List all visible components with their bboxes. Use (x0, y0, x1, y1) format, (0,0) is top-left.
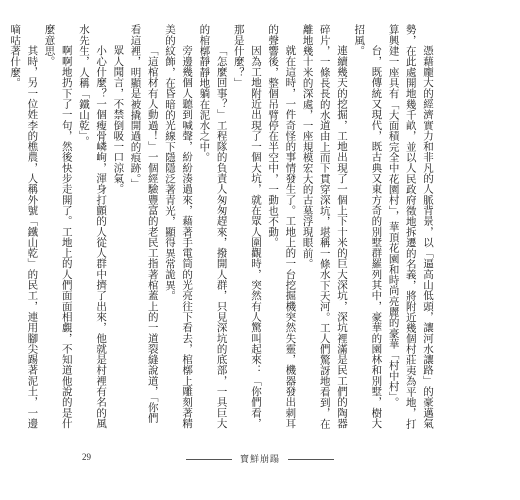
paragraph: 連續幾天的挖掘，工地出現了一個上下十米的巨大深坑，深坑裡滿是民工們的陶器碎片，一條長長的水道由上而下貫穿深坑，堪稱一條水下天河。工人們驚訝地看到，在離地幾十米的深處，一座規模宏大的古墓浮現眼前。 (301, 24, 348, 429)
paragraph: 憑藉龐大的經濟實力和非凡的人脈背景，以「逼高山低頭，讓河水讓路」的豪邁氣勢，在此處開地幾千畝，並以人民政府徵地拆遷的名義，將附近幾個村莊夷為平地，打算興建一座具有「大面積完全中花園村」，華頂花園和時尚亮麗的豪華「村中村」。 (387, 24, 434, 429)
paragraph: 台，既傳統又現代，既古典又東方奇的別墅群羅列其中，豪華的園林和別墅，樹大招風。 (353, 24, 383, 429)
running-title-text: 寶鮮崩蹋 (239, 454, 280, 464)
body-text (9, 24, 436, 432)
page-number: 29 (82, 452, 91, 462)
running-title (0, 452, 520, 465)
paragraph: 因為工地附近出現了一個大坑，就在眾人圍觀時，突然有人驚叫起來：「你們看，那是什麼？」 (232, 24, 262, 429)
page-footer (0, 452, 520, 466)
paragraph: 啊啊地扔下了一句，然後快步走開了。工地上的人們面面相覷，不知道他說的是什麼意思。 (43, 24, 73, 429)
paragraph: 就在這時，一件奇怪的事情發生了。工地上的一台挖掘機突然失靈，機器發出刺耳的聲響後，整個吊臂停在半空中，一動也不動。 (267, 24, 297, 429)
paragraph: 其時，另一位姓李的樵農，人稱外號「鐵山乾」的民工，連用腳尖踢著泥土，一邊嘀咕著什麼。 (9, 24, 39, 429)
paragraph: 旁邊幾個人聽到喊聲，紛紛湊過來，藉著手電筒的光亮往下看去，棺槨上雕刻著精美的紋飾，在昏暗的光線下隱隱泛著青光，顯得異常詭異。 (163, 24, 194, 429)
paragraph: 小心什麼？一個瘦骨嶙峋，渾身打顫的人從人群中擠了出來，他就是村裡有名的風水先生，人稱「鐵山乾」。 (77, 24, 108, 429)
paragraph: 「怎麼回事？」工程隊的負責人匆匆趕來，撥開人群，只見深坑的底部，一具巨大的棺槨靜靜地躺在泥水之中。 (198, 24, 228, 429)
paragraph: 眾人聞言，不禁倒吸一口涼氣。 (112, 45, 125, 195)
divider (288, 459, 334, 460)
divider (186, 459, 232, 460)
paragraph: 「這棺材有人動過！」一個經驗豐富的老民工指著棺蓋上的一道裂縫說道，「你們看這裡，明顯是被撬開過的痕跡。」 (129, 24, 159, 424)
